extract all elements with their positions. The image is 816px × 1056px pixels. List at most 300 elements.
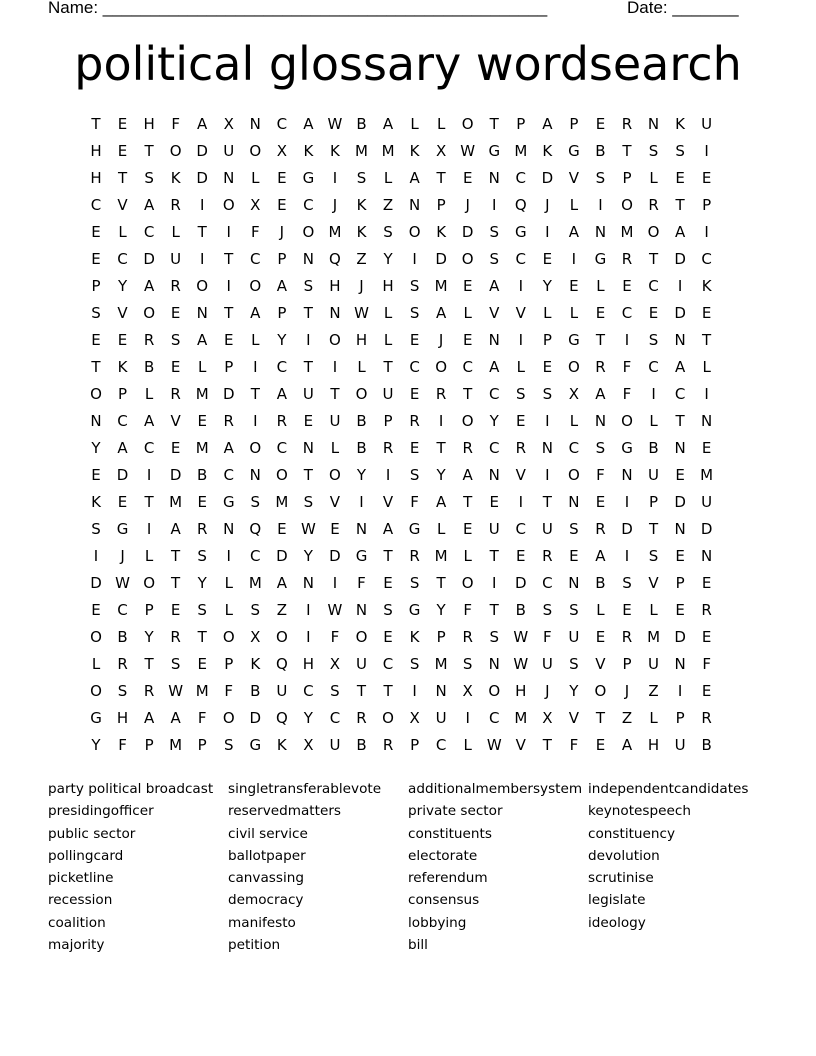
grid-cell: J — [624, 682, 630, 700]
word-list-item: constituency — [588, 825, 676, 842]
grid-cell: E — [569, 547, 579, 565]
grid-cell: C — [276, 358, 288, 376]
grid-cell: R — [223, 412, 234, 430]
grid-cell: R — [435, 385, 447, 403]
grid-cell: W — [354, 304, 369, 322]
grid-cell: L — [357, 358, 366, 376]
grid-cell: X — [568, 385, 580, 403]
grid-cell: C — [276, 115, 288, 133]
grid-cell: S — [250, 601, 261, 619]
grid-cell: D — [116, 466, 129, 484]
grid-cell: N — [488, 331, 500, 349]
grid-cell: L — [649, 412, 658, 430]
grid-cell: G — [249, 736, 262, 754]
grid-cell: T — [648, 250, 659, 268]
word-list-item: scrutinise — [588, 870, 654, 887]
grid-cell: E — [542, 250, 553, 268]
grid-cell: T — [224, 304, 234, 322]
grid-cell: U — [648, 466, 660, 484]
grid-cell: P — [622, 169, 632, 187]
grid-cell: L — [649, 601, 658, 619]
grid-cell: H — [90, 169, 102, 187]
name-field[interactable]: Name: _______________________________________________ — [48, 0, 548, 17]
grid-cell: N — [701, 547, 713, 565]
grid-cell: S — [489, 223, 500, 241]
grid-cell: D — [435, 250, 447, 268]
grid-cell: E — [462, 277, 473, 295]
grid-cell: E — [675, 169, 685, 187]
grid-cell: S — [569, 655, 579, 673]
grid-cell: X — [276, 142, 287, 160]
grid-cell: O — [249, 277, 262, 295]
grid-cell: S — [303, 493, 314, 511]
grid-cell: N — [302, 574, 314, 592]
grid-cell: P — [702, 196, 712, 214]
grid-cell: T — [91, 115, 101, 133]
grid-cell: D — [621, 520, 633, 538]
grid-cell: S — [144, 169, 154, 187]
grid-cell: A — [143, 196, 155, 214]
grid-cell: K — [91, 493, 101, 511]
grid-cell: E — [622, 601, 632, 619]
grid-cell: A — [117, 439, 128, 457]
grid-cell: G — [488, 142, 501, 160]
grid-cell: T — [675, 412, 685, 430]
grid-cell: O — [143, 574, 155, 592]
word-list-item: consensus — [408, 892, 480, 909]
grid-cell: L — [596, 601, 605, 619]
grid-cell: F — [543, 628, 552, 646]
grid-cell: E — [462, 169, 473, 187]
grid-cell: E — [277, 169, 287, 187]
grid-cell: M — [195, 439, 209, 457]
grid-cell: Q — [514, 196, 527, 214]
grid-cell: A — [143, 709, 155, 727]
grid-cell: O — [90, 682, 102, 700]
grid-cell: D — [541, 169, 554, 187]
grid-cell: A — [489, 358, 500, 376]
grid-cell: F — [410, 493, 419, 511]
grid-cell: R — [409, 547, 420, 565]
grid-cell: F — [596, 466, 605, 484]
grid-cell: P — [118, 385, 128, 403]
grid-cell: C — [117, 601, 128, 619]
grid-cell: E — [595, 115, 606, 133]
word-list-item: referendum — [408, 870, 488, 887]
grid-cell: N — [541, 439, 553, 457]
grid-cell: F — [197, 709, 207, 727]
grid-cell: K — [330, 142, 340, 160]
grid-cell: N — [355, 520, 368, 538]
grid-cell: O — [222, 196, 235, 214]
grid-cell: P — [383, 412, 393, 430]
grid-cell: T — [436, 439, 446, 457]
grid-cell: R — [170, 196, 181, 214]
grid-cell: I — [359, 493, 364, 511]
grid-cell: L — [463, 547, 472, 565]
grid-cell: A — [436, 493, 447, 511]
grid-cell: T — [91, 358, 101, 376]
grid-cell: N — [223, 169, 235, 187]
grid-cell: F — [622, 385, 632, 403]
grid-cell: I — [412, 682, 417, 700]
grid-cell: C — [648, 277, 659, 295]
word-column — [408, 778, 588, 956]
grid-cell: W — [513, 655, 529, 673]
grid-cell: M — [434, 655, 448, 673]
grid-cell: E — [595, 628, 606, 646]
grid-cell: L — [516, 358, 525, 376]
grid-cell: I — [545, 412, 550, 430]
grid-cell: X — [223, 115, 234, 133]
grid-cell: S — [409, 466, 420, 484]
grid-cell: I — [332, 574, 338, 592]
word-list-item: singletransferablevote — [228, 781, 382, 797]
grid-cell: F — [171, 115, 180, 133]
grid-cell: A — [542, 115, 553, 133]
grid-cell: P — [91, 277, 101, 295]
grid-cell: C — [90, 196, 102, 214]
grid-cell: O — [355, 385, 368, 403]
grid-cell: E — [91, 331, 101, 349]
grid-cell: E — [675, 466, 685, 484]
grid-cell: C — [303, 196, 314, 214]
grid-cell: I — [704, 223, 709, 241]
grid-cell: U — [701, 115, 713, 133]
grid-cell: T — [675, 196, 685, 214]
grid-cell: E — [91, 466, 101, 484]
grid-cell: O — [461, 574, 474, 592]
grid-cell: M — [381, 142, 395, 160]
grid-cell: I — [598, 196, 603, 214]
grid-cell: G — [568, 142, 580, 160]
grid-cell: Y — [436, 601, 446, 619]
grid-cell: E — [409, 331, 420, 349]
grid-cell: G — [90, 709, 102, 727]
grid-cell: V — [515, 466, 526, 484]
grid-cell: Y — [303, 709, 313, 727]
grid-cell: N — [90, 412, 102, 430]
word-list-item: constituents — [408, 825, 492, 842]
grid-cell: E — [277, 520, 287, 538]
grid-cell: T — [144, 493, 154, 511]
grid-cell: O — [329, 331, 341, 349]
grid-cell: O — [355, 628, 368, 646]
grid-cell: F — [569, 736, 579, 754]
grid-cell: T — [117, 169, 128, 187]
grid-cell: S — [595, 169, 606, 187]
grid-cell: J — [438, 331, 444, 349]
grid-cell: S — [383, 223, 393, 241]
grid-cell: N — [674, 655, 686, 673]
grid-cell: O — [461, 412, 474, 430]
grid-cell: E — [595, 304, 606, 322]
grid-cell: B — [197, 466, 208, 484]
grid-cell: D — [515, 574, 527, 592]
grid-cell: V — [515, 736, 526, 754]
grid-cell: R — [143, 682, 155, 700]
grid-cell: N — [196, 304, 208, 322]
grid-cell: Y — [569, 682, 579, 700]
grid-cell: L — [171, 223, 180, 241]
grid-cell: O — [567, 358, 580, 376]
grid-cell: I — [492, 574, 497, 592]
grid-cell: A — [250, 304, 261, 322]
grid-cell: Y — [117, 277, 128, 295]
grid-cell: S — [197, 601, 207, 619]
grid-cell: O — [488, 682, 501, 700]
grid-cell: D — [674, 493, 686, 511]
grid-cell: R — [117, 655, 128, 673]
grid-cell: G — [621, 439, 633, 457]
grid-cell: L — [649, 169, 658, 187]
grid-cell: S — [91, 304, 101, 322]
grid-cell: L — [251, 331, 260, 349]
grid-cell: X — [436, 142, 447, 160]
word-list-item: independentcandidates — [588, 781, 749, 797]
grid-cell: D — [461, 223, 474, 241]
grid-cell: U — [568, 628, 580, 646]
grid-cell: R — [170, 277, 181, 295]
grid-cell: C — [250, 547, 261, 565]
grid-cell: O — [621, 412, 633, 430]
grid-cell: Q — [275, 655, 288, 673]
date-field[interactable]: Date: _______ — [627, 0, 739, 17]
grid-cell: E — [170, 601, 181, 619]
grid-cell: M — [248, 574, 262, 592]
grid-cell: G — [594, 250, 607, 268]
grid-cell: I — [492, 196, 497, 214]
grid-cell: R — [409, 412, 420, 430]
grid-cell: B — [595, 574, 606, 592]
grid-cell: O — [249, 142, 262, 160]
grid-cell: N — [408, 196, 421, 214]
grid-cell: N — [329, 304, 341, 322]
grid-cell: X — [462, 682, 473, 700]
grid-cell: N — [488, 169, 500, 187]
grid-cell: K — [436, 223, 447, 241]
grid-cell: C — [648, 358, 659, 376]
grid-cell: P — [542, 331, 552, 349]
grid-cell: M — [328, 223, 342, 241]
grid-cell: U — [541, 655, 553, 673]
grid-cell: K — [276, 736, 287, 754]
word-list-item: democracy — [228, 892, 304, 909]
grid-cell: R — [595, 520, 606, 538]
grid-cell: P — [224, 358, 234, 376]
grid-cell: D — [249, 709, 262, 727]
grid-cell: D — [143, 250, 155, 268]
grid-cell: K — [701, 277, 712, 295]
grid-cell: C — [223, 466, 234, 484]
grid-cell: T — [250, 385, 260, 403]
grid-cell: O — [302, 223, 315, 241]
grid-cell: E — [91, 223, 101, 241]
grid-cell: E — [701, 628, 712, 646]
grid-cell: Y — [383, 250, 393, 268]
grid-cell: L — [649, 709, 658, 727]
grid-cell: I — [226, 547, 231, 565]
grid-cell: D — [222, 385, 235, 403]
grid-cell: X — [250, 628, 261, 646]
grid-cell: I — [545, 223, 550, 241]
grid-cell: T — [383, 547, 393, 565]
page-title: political glossary wordsearch — [74, 37, 742, 91]
grid-cell: N — [674, 439, 686, 457]
grid-cell: L — [596, 277, 605, 295]
grid-cell: S — [648, 142, 659, 160]
word-list-item: legislate — [588, 892, 646, 909]
grid-cell: A — [568, 223, 580, 241]
grid-cell: H — [382, 277, 394, 295]
grid-cell: B — [250, 682, 261, 700]
grid-cell: M — [275, 493, 289, 511]
grid-cell: F — [224, 682, 234, 700]
grid-cell: A — [462, 466, 473, 484]
grid-cell: L — [436, 115, 446, 133]
grid-cell: F — [330, 628, 340, 646]
grid-cell: O — [90, 628, 102, 646]
grid-cell: T — [489, 115, 499, 133]
grid-cell: F — [250, 223, 260, 241]
grid-cell: L — [330, 439, 340, 457]
grid-cell: T — [303, 304, 313, 322]
grid-cell: O — [594, 682, 607, 700]
grid-cell: G — [408, 601, 421, 619]
grid-cell: S — [197, 547, 207, 565]
word-list-item: recession — [48, 892, 113, 909]
grid-cell: C — [117, 250, 128, 268]
grid-cell: K — [675, 115, 686, 133]
grid-cell: O — [435, 358, 448, 376]
grid-cell: F — [463, 601, 472, 619]
grid-cell: S — [330, 682, 340, 700]
grid-cell: E — [462, 331, 473, 349]
grid-cell: H — [302, 655, 315, 673]
grid-cell: C — [435, 736, 447, 754]
grid-cell: I — [306, 601, 311, 619]
grid-cell: C — [621, 304, 633, 322]
grid-cell: P — [675, 574, 685, 592]
grid-cell: O — [169, 142, 182, 160]
grid-cell: B — [648, 439, 659, 457]
grid-cell: K — [117, 358, 128, 376]
grid-cell: E — [701, 304, 712, 322]
grid-cell: J — [120, 547, 125, 565]
grid-cell: V — [117, 196, 128, 214]
grid-cell: E — [197, 412, 207, 430]
grid-cell: R — [595, 358, 606, 376]
grid-cell: A — [276, 574, 287, 592]
grid-cell: R — [621, 115, 633, 133]
grid-cell: O — [275, 466, 288, 484]
grid-cell: V — [382, 493, 394, 511]
grid-cell: N — [621, 466, 633, 484]
grid-cell: I — [704, 142, 709, 160]
grid-cell: W — [513, 628, 529, 646]
grid-cell: I — [199, 250, 205, 268]
grid-cell: T — [383, 682, 393, 700]
grid-cell: C — [515, 520, 527, 538]
grid-cell: R — [196, 520, 208, 538]
grid-cell: B — [356, 412, 367, 430]
grid-cell: O — [90, 385, 102, 403]
grid-cell: L — [144, 385, 154, 403]
grid-cell: R — [276, 412, 288, 430]
grid-cell: E — [117, 115, 128, 133]
grid-cell: P — [569, 115, 579, 133]
grid-cell: A — [674, 223, 686, 241]
grid-cell: N — [488, 655, 500, 673]
grid-cell: K — [542, 142, 553, 160]
grid-cell: Y — [356, 466, 367, 484]
grid-cell: B — [356, 736, 367, 754]
grid-cell: A — [382, 520, 394, 538]
word-list-item: canvassing — [228, 870, 304, 887]
grid-cell: A — [143, 277, 155, 295]
grid-cell: L — [224, 601, 233, 619]
grid-cell: M — [514, 142, 528, 160]
grid-cell: E — [701, 574, 712, 592]
grid-cell: S — [569, 601, 579, 619]
grid-cell: H — [329, 277, 341, 295]
grid-cell: H — [143, 115, 155, 133]
grid-cell: U — [302, 385, 314, 403]
grid-cell: S — [675, 142, 685, 160]
grid-cell: C — [382, 655, 394, 673]
word-list-item: coalition — [48, 914, 106, 931]
grid-cell: K — [409, 142, 420, 160]
grid-cell: K — [170, 169, 181, 187]
grid-cell: C — [701, 250, 712, 268]
grid-cell: R — [515, 439, 527, 457]
grid-cell: P — [649, 493, 659, 511]
grid-cell: E — [383, 574, 393, 592]
grid-cell: S — [117, 682, 128, 700]
grid-cell: S — [462, 655, 473, 673]
grid-cell: S — [516, 385, 526, 403]
grid-cell: R — [621, 628, 633, 646]
grid-cell: C — [674, 385, 686, 403]
grid-cell: I — [677, 277, 683, 295]
grid-cell: L — [410, 115, 419, 133]
grid-cell: E — [701, 169, 712, 187]
grid-cell: C — [542, 574, 553, 592]
grid-cell: E — [462, 520, 473, 538]
grid-cell: I — [253, 358, 258, 376]
grid-cell: N — [249, 115, 261, 133]
grid-cell: A — [595, 547, 606, 565]
grid-cell: U — [701, 493, 713, 511]
grid-cell: L — [383, 304, 393, 322]
grid-cell: O — [249, 439, 262, 457]
grid-cell: H — [116, 709, 129, 727]
grid-cell: P — [622, 655, 632, 673]
grid-cell: S — [648, 331, 659, 349]
grid-cell: G — [568, 331, 580, 349]
grid-cell: Y — [489, 412, 499, 430]
grid-cell: H — [647, 736, 660, 754]
grid-cell: L — [91, 655, 101, 673]
grid-cell: O — [461, 115, 474, 133]
word-list-item: civil service — [228, 825, 308, 842]
grid-cell: T — [542, 493, 552, 511]
grid-cell: K — [356, 223, 367, 241]
grid-cell: L — [569, 304, 579, 322]
grid-cell: M — [355, 142, 368, 160]
grid-cell: N — [302, 250, 314, 268]
grid-cell: I — [545, 466, 550, 484]
